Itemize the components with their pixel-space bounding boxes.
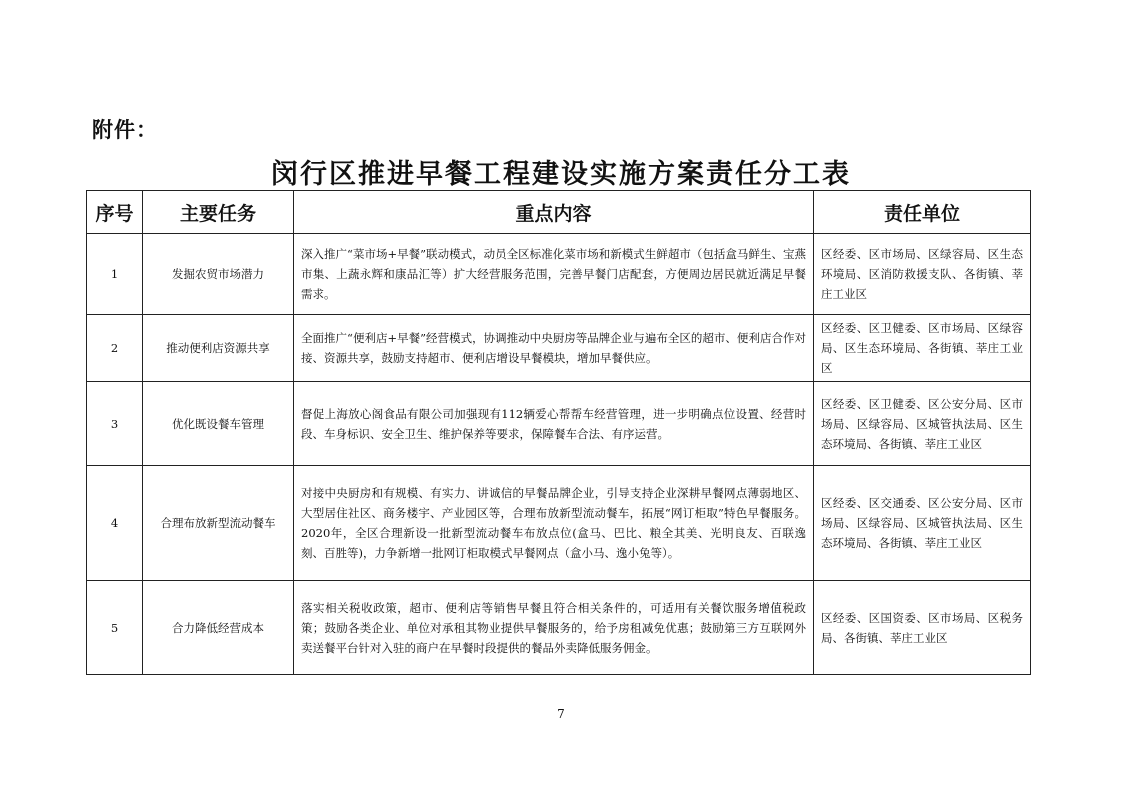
row-index: 2 (87, 315, 143, 382)
row-index: 5 (87, 581, 143, 675)
column-header-task: 主要任务 (143, 191, 294, 234)
row-index: 1 (87, 234, 143, 315)
row-units: 区经委、区卫健委、区公安分局、区市场局、区绿容局、区城管执法局、区生态环境局、各街镇、莘庄工业区 (814, 382, 1031, 466)
row-units: 区经委、区卫健委、区市场局、区绿容局、区生态环境局、各街镇、莘庄工业区 (814, 315, 1031, 382)
responsibility-table (86, 190, 1031, 675)
row-content: 全面推广“便利店+早餐”经营模式，协调推动中央厨房等品牌企业与遍布全区的超市、便利店合作对接、资源共享，鼓励支持超市、便利店增设早餐模块，增加早餐供应。 (294, 315, 814, 382)
row-content: 对接中央厨房和有规模、有实力、讲诚信的早餐品牌企业，引导支持企业深耕早餐网点薄弱地区、大型居住社区、商务楼宇、产业园区等，合理布放新型流动餐车，拓展“网订柜取”特色早餐服务。2020年，全区合理新设一批新型流动餐车布放点位(盒马、巴比、粮全其美、光明良友、百联逸刻、百胜等)，力争新增一批网订柜取模式早餐网点（盒小马、逸小兔等）。 (294, 466, 814, 581)
table-row (87, 315, 1031, 382)
row-task: 推动便利店资源共享 (143, 315, 294, 382)
row-index: 3 (87, 382, 143, 466)
row-task: 合理布放新型流动餐车 (143, 466, 294, 581)
page-number: 7 (557, 707, 565, 721)
row-units: 区经委、区国资委、区市场局、区税务局、各街镇、莘庄工业区 (814, 581, 1031, 675)
row-task: 发掘农贸市场潜力 (143, 234, 294, 315)
row-units: 区经委、区市场局、区绿容局、区生态环境局、区消防救援支队、各街镇、莘庄工业区 (814, 234, 1031, 315)
table-header-row (87, 191, 1031, 234)
table-row (87, 581, 1031, 675)
table-row (87, 234, 1031, 315)
row-content: 深入推广“菜市场+早餐”联动模式，动员全区标准化菜市场和新模式生鲜超市（包括盒马鲜生、宝燕市集、上蔬永辉和康品汇等）扩大经营服务范围，完善早餐门店配套，方便周边居民就近满足早餐需求。 (294, 234, 814, 315)
row-units: 区经委、区交通委、区公安分局、区市场局、区绿容局、区城管执法局、区生态环境局、各街镇、莘庄工业区 (814, 466, 1031, 581)
row-content: 督促上海放心阁食品有限公司加强现有112辆爱心帮帮车经营管理，进一步明确点位设置、经营时段、车身标识、安全卫生、维护保养等要求，保障餐车合法、有序运营。 (294, 382, 814, 466)
column-header-index: 序号 (87, 191, 143, 234)
row-task: 合力降低经营成本 (143, 581, 294, 675)
column-header-content: 重点内容 (294, 191, 814, 234)
document-title: 闵行区推进早餐工程建设实施方案责任分工表 (271, 159, 851, 190)
table-row (87, 466, 1031, 581)
table-row (87, 382, 1031, 466)
column-header-units: 责任单位 (814, 191, 1031, 234)
attachment-label: 附件： (92, 118, 158, 142)
row-content: 落实相关税收政策，超市、便利店等销售早餐且符合相关条件的，可适用有关餐饮服务增值税政策；鼓励各类企业、单位对承租其物业提供早餐服务的，给予房租减免优惠；鼓励第三方互联网外卖送餐平台针对入驻的商户在早餐时段提供的餐品外卖降低服务佣金。 (294, 581, 814, 675)
row-index: 4 (87, 466, 143, 581)
row-task: 优化既设餐车管理 (143, 382, 294, 466)
